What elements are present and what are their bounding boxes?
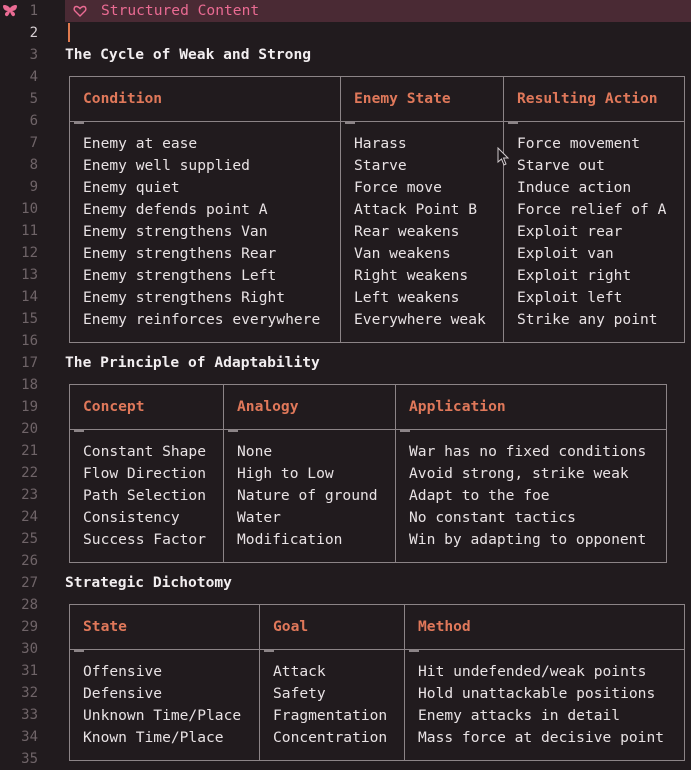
line-number: 18 <box>21 377 38 393</box>
markdown-table <box>69 76 685 343</box>
line-number: 7 <box>29 135 38 151</box>
heart-icon <box>73 4 87 18</box>
table-cell: Water <box>224 507 396 529</box>
line-number: 6 <box>29 113 38 129</box>
table-cell: Constant Shape <box>70 441 224 463</box>
table-cell: Unknown Time/Place <box>70 705 260 727</box>
line-number: 3 <box>29 47 38 63</box>
line-number: 24 <box>21 509 38 525</box>
line-number: 11 <box>21 223 38 239</box>
table-cell: Attack Point B <box>341 199 504 221</box>
table-cell: Success Factor <box>70 529 224 551</box>
markdown-table <box>69 384 667 563</box>
line-number-gutter <box>0 0 46 766</box>
table-row <box>70 441 667 463</box>
alignment-marker <box>409 649 419 652</box>
line-number: 13 <box>21 267 38 283</box>
line-number: 4 <box>29 69 38 85</box>
line-number: 25 <box>21 531 38 547</box>
table-row <box>70 485 667 507</box>
table-row <box>70 683 685 705</box>
table-cell: Enemy at ease <box>70 133 341 155</box>
table-cell: Fragmentation <box>260 705 405 727</box>
table-row <box>70 661 685 683</box>
line-number: 2 <box>29 25 38 41</box>
table-row <box>70 155 685 177</box>
line-number: 20 <box>21 421 38 437</box>
table-cell: Enemy strengthens Left <box>70 265 341 287</box>
table-cell: Enemy strengthens Right <box>70 287 341 309</box>
line-number: 12 <box>21 245 38 261</box>
table-cell: Flow Direction <box>70 463 224 485</box>
table-cell: Exploit right <box>504 265 685 287</box>
line-number: 16 <box>21 333 38 349</box>
table-cell: Enemy reinforces everywhere <box>70 309 341 331</box>
section-heading: Strategic Dichotomy <box>65 574 232 591</box>
table-row <box>70 265 685 287</box>
table-cell: Force relief of A <box>504 199 685 221</box>
header-title: Structured Content <box>101 2 260 19</box>
table-row <box>70 133 685 155</box>
alignment-marker <box>508 121 518 124</box>
table-cell: Exploit van <box>504 243 685 265</box>
table-cell: Enemy attacks in detail <box>405 705 685 727</box>
table-cell: No constant tactics <box>396 507 667 529</box>
table-cell: None <box>224 441 396 463</box>
table-cell: Left weakens <box>341 287 504 309</box>
table-cell: Everywhere weak <box>341 309 504 331</box>
column-header: Enemy State <box>341 77 504 122</box>
markdown-table <box>69 604 685 761</box>
line-number: 21 <box>21 443 38 459</box>
column-header: Concept <box>70 385 224 430</box>
table-row <box>70 463 667 485</box>
table-header-row <box>70 605 685 650</box>
table-cell: Hold unattackable positions <box>405 683 685 705</box>
line-number: 1 <box>29 3 38 19</box>
alignment-marker <box>74 121 84 124</box>
table-cell: Consistency <box>70 507 224 529</box>
alignment-marker <box>264 649 274 652</box>
table-cell: Modification <box>224 529 396 551</box>
table-row <box>70 727 685 749</box>
table-cell: Exploit rear <box>504 221 685 243</box>
column-header: Application <box>396 385 667 430</box>
table-row <box>70 199 685 221</box>
table-cell: Enemy strengthens Rear <box>70 243 341 265</box>
table-cell: Known Time/Place <box>70 727 260 749</box>
table-cell: Offensive <box>70 661 260 683</box>
table-cell: War has no fixed conditions <box>396 441 667 463</box>
alignment-marker <box>345 121 355 124</box>
table-cell: Mass force at decisive point <box>405 727 685 749</box>
table-cell: Adapt to the foe <box>396 485 667 507</box>
column-header: Method <box>405 605 685 650</box>
section-heading: The Cycle of Weak and Strong <box>65 46 312 63</box>
table-cell: Avoid strong, strike weak <box>396 463 667 485</box>
table-cell: Induce action <box>504 177 685 199</box>
alignment-marker <box>228 429 238 432</box>
table-cell: Starve out <box>504 155 685 177</box>
line-number: 29 <box>21 619 38 635</box>
line-number: 22 <box>21 465 38 481</box>
table-header-row <box>70 385 667 430</box>
line-number: 34 <box>21 729 38 745</box>
column-header: Condition <box>70 77 341 122</box>
alignment-marker <box>400 429 410 432</box>
table-row <box>70 287 685 309</box>
table-cell: Force movement <box>504 133 685 155</box>
line-number: 15 <box>21 311 38 327</box>
table-cell: Hit undefended/weak points <box>405 661 685 683</box>
line-number: 28 <box>21 597 38 613</box>
table-cell: Strike any point <box>504 309 685 331</box>
table-cell: Harass <box>341 133 504 155</box>
table-cell: Defensive <box>70 683 260 705</box>
table-header-row <box>70 77 685 122</box>
table-cell: Enemy defends point A <box>70 199 341 221</box>
line-number: 19 <box>21 399 38 415</box>
line-number: 8 <box>29 157 38 173</box>
line-number: 10 <box>21 201 38 217</box>
column-header: Analogy <box>224 385 396 430</box>
column-header: Resulting Action <box>504 77 685 122</box>
line-number: 32 <box>21 685 38 701</box>
line-number: 23 <box>21 487 38 503</box>
table-row <box>70 309 685 331</box>
line-number: 27 <box>21 575 38 591</box>
line-number: 26 <box>21 553 38 569</box>
table-cell: Enemy strengthens Van <box>70 221 341 243</box>
column-header: Goal <box>260 605 405 650</box>
line-number: 9 <box>29 179 38 195</box>
line-number: 31 <box>21 663 38 679</box>
table-cell: Enemy well supplied <box>70 155 341 177</box>
table-row <box>70 221 685 243</box>
text-cursor <box>68 23 70 42</box>
table-row <box>70 243 685 265</box>
table-cell: Van weakens <box>341 243 504 265</box>
line-number: 14 <box>21 289 38 305</box>
table-cell: Concentration <box>260 727 405 749</box>
section-heading: The Principle of Adaptability <box>65 354 320 371</box>
table-cell: Exploit left <box>504 287 685 309</box>
table-cell: Safety <box>260 683 405 705</box>
alignment-marker <box>74 649 84 652</box>
table-cell: Path Selection <box>70 485 224 507</box>
table-row <box>70 177 685 199</box>
column-header: State <box>70 605 260 650</box>
table-cell: Attack <box>260 661 405 683</box>
line-number: 33 <box>21 707 38 723</box>
table-cell: Enemy quiet <box>70 177 341 199</box>
line-number: 30 <box>21 641 38 657</box>
alignment-marker <box>74 429 84 432</box>
line-number: 5 <box>29 91 38 107</box>
table-cell: Starve <box>341 155 504 177</box>
table-cell: Win by adapting to opponent <box>396 529 667 551</box>
line-number: 17 <box>21 355 38 371</box>
table-cell: Force move <box>341 177 504 199</box>
mouse-pointer-icon <box>496 147 512 167</box>
table-cell: High to Low <box>224 463 396 485</box>
table-cell: Right weakens <box>341 265 504 287</box>
table-cell: Nature of ground <box>224 485 396 507</box>
table-row <box>70 705 685 727</box>
line-number: 35 <box>21 751 38 767</box>
table-row <box>70 529 667 551</box>
table-cell: Rear weakens <box>341 221 504 243</box>
table-row <box>70 507 667 529</box>
header-line[interactable] <box>65 0 691 22</box>
